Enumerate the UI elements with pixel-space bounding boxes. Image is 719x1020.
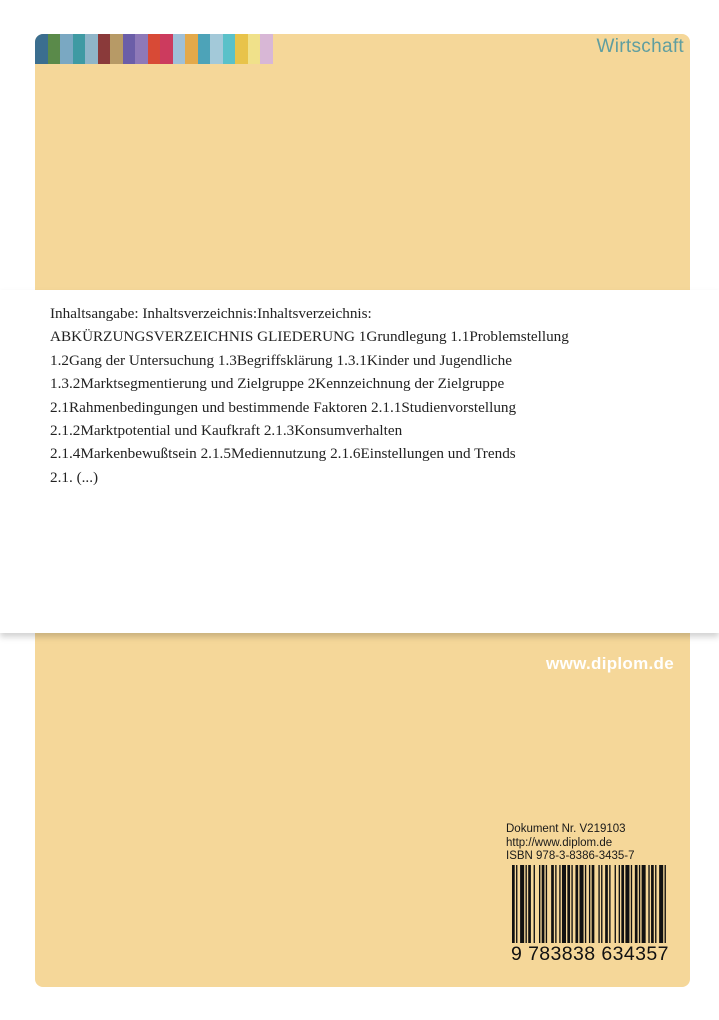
- document-url: http://www.diplom.de: [506, 836, 613, 849]
- color-stripe: [60, 34, 73, 64]
- color-stripe: [110, 34, 123, 64]
- abstract-line: Inhaltsangabe: Inhaltsverzeichnis:Inhaltsverzeichnis:: [50, 305, 372, 322]
- color-stripe: [248, 34, 261, 64]
- abstract-line: 2.1. (...): [50, 468, 99, 486]
- isbn-label: ISBN 978-3-8386-3435-7: [506, 850, 635, 862]
- color-stripe: [160, 34, 173, 64]
- cover-bottom-panel: [35, 633, 690, 987]
- color-stripe: [185, 34, 198, 64]
- abstract-line: ABKÜRZUNGSVERZEICHNIS GLIEDERUNG 1Grundlegung 1.1Problemstellung: [50, 328, 569, 346]
- document-number: Dokument Nr. V219103: [506, 823, 626, 835]
- color-stripe: [235, 34, 248, 64]
- abstract-line: 1.3.2Marktsegmentierung und Zielgruppe 2Kennzeichnung der Zielgruppe: [50, 375, 505, 393]
- abstract-line: 2.1.4Markenbewußtsein 2.1.5Mediennutzung 2.1.6Einstellungen und Trends: [50, 445, 516, 463]
- abstract-text: [50, 302, 690, 489]
- color-stripe: [198, 34, 211, 64]
- color-stripe: [260, 34, 273, 64]
- color-stripe: [85, 34, 98, 64]
- abstract-line: 2.1.2Marktpotential und Kaufkraft 2.1.3Konsumverhalten: [50, 422, 403, 440]
- color-stripe: [48, 34, 61, 64]
- color-stripe: [223, 34, 236, 64]
- barcode-number: 9 783838 634357: [511, 943, 669, 965]
- color-stripes: [35, 34, 273, 64]
- color-stripe: [148, 34, 161, 64]
- cover-top-panel: [35, 34, 690, 290]
- abstract-panel: [0, 290, 719, 633]
- color-stripe: [135, 34, 148, 64]
- color-stripe: [123, 34, 136, 64]
- category-label: Wirtschaft: [596, 36, 684, 57]
- color-stripe: [35, 34, 48, 64]
- abstract-line: 2.1Rahmenbedingungen und bestimmende Faktoren 2.1.1Studienvorstellung: [50, 398, 517, 416]
- abstract-line: 1.2Gang der Untersuchung 1.3Begriffsklärung 1.3.1Kinder und Jugendliche: [50, 351, 512, 369]
- color-stripe: [73, 34, 86, 64]
- isbn-barcode: [502, 865, 676, 969]
- color-stripe: [98, 34, 111, 64]
- website-label: www.diplom.de: [546, 654, 674, 673]
- color-stripe: [173, 34, 186, 64]
- document-metadata: [506, 823, 635, 864]
- color-stripe: [210, 34, 223, 64]
